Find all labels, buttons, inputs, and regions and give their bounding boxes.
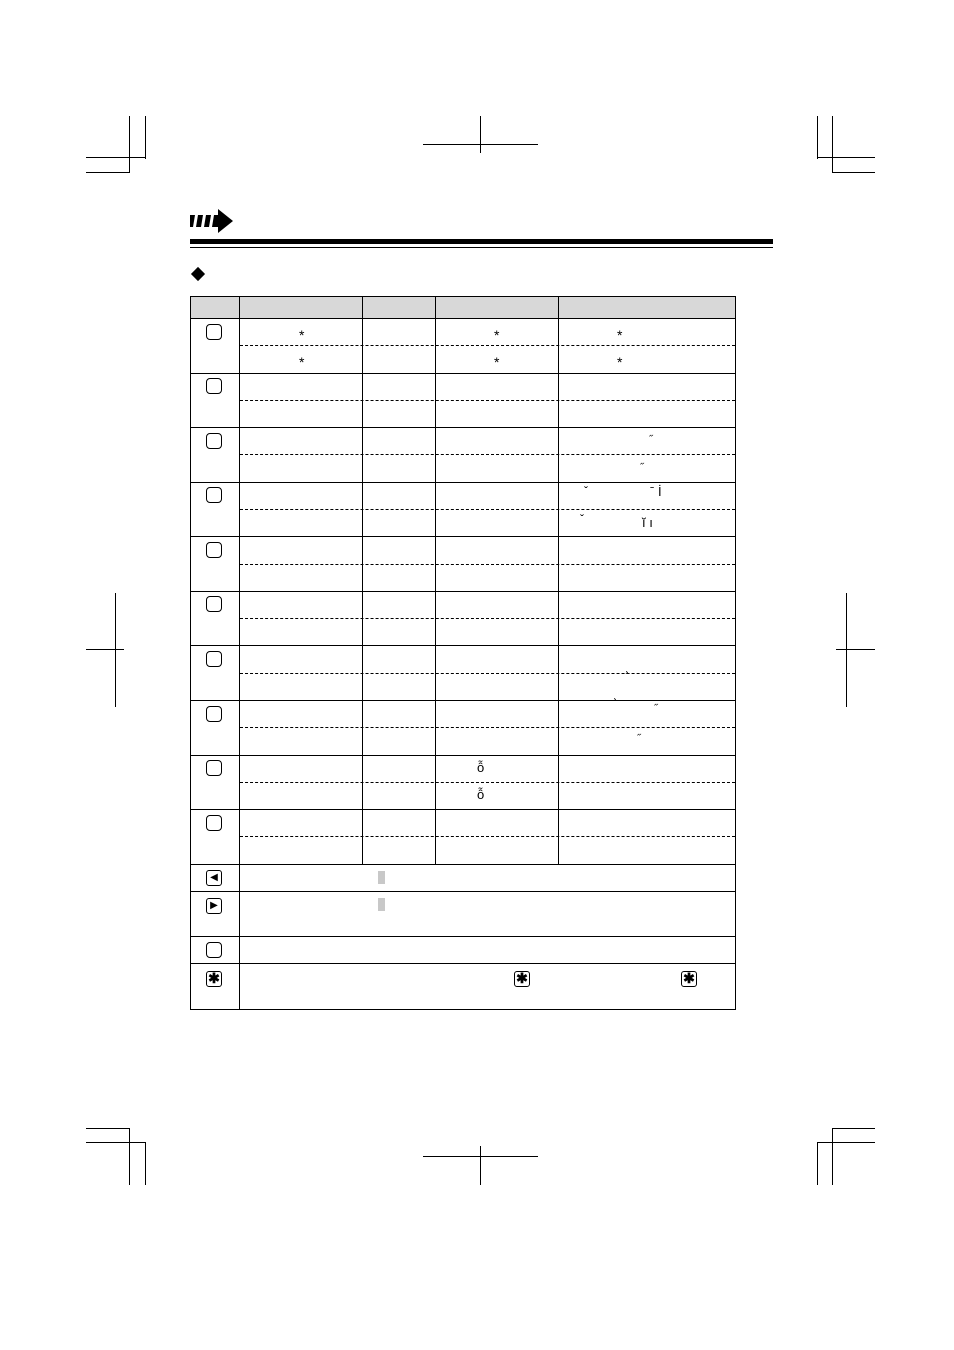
table-cell: ˝ bbox=[640, 462, 644, 474]
table-cell: ˇ bbox=[584, 484, 588, 498]
table-cell: ỗ bbox=[477, 787, 485, 802]
table-cell: ˉ İ bbox=[650, 484, 662, 499]
key-8-icon bbox=[206, 706, 222, 722]
table-cell: ˝ bbox=[654, 703, 658, 715]
key-1-icon bbox=[206, 324, 222, 340]
table-cell: ỗ bbox=[477, 760, 485, 775]
key-9-icon bbox=[206, 760, 222, 776]
diamond-bullet-icon bbox=[191, 267, 205, 281]
table-cell: ˝ bbox=[637, 733, 641, 745]
key-2-icon bbox=[206, 378, 222, 394]
star-key-icon: ✱ bbox=[206, 971, 222, 987]
key-7-icon bbox=[206, 651, 222, 667]
table-cell: * bbox=[617, 354, 623, 370]
arrow-continue-icon bbox=[190, 208, 234, 234]
key-3-icon bbox=[206, 433, 222, 449]
table-cell: * bbox=[494, 327, 500, 343]
table-cell: * bbox=[494, 354, 500, 370]
key-0-icon bbox=[206, 815, 222, 831]
character-table bbox=[190, 296, 736, 1010]
left-arrow-key-icon: ◀ bbox=[206, 870, 222, 886]
table-cell: ¸ bbox=[625, 660, 629, 674]
key-5-icon bbox=[206, 542, 222, 558]
cursor-marker bbox=[378, 871, 385, 884]
star-key-icon: ✱ bbox=[681, 971, 697, 987]
key-6-icon bbox=[206, 596, 222, 612]
star-key-icon: ✱ bbox=[514, 971, 530, 987]
table-cell: ¸ bbox=[613, 687, 617, 701]
table-cell: * bbox=[299, 354, 305, 370]
cursor-marker bbox=[378, 898, 385, 911]
table-cell: ˝ bbox=[649, 434, 653, 446]
table-cell: ˇ bbox=[580, 512, 584, 526]
table-header bbox=[191, 297, 735, 319]
table-cell: ĭ ı bbox=[642, 515, 653, 530]
table-cell: * bbox=[617, 327, 623, 343]
key-4-icon bbox=[206, 487, 222, 503]
header-rule bbox=[190, 239, 773, 244]
right-arrow-key-icon: ▶ bbox=[206, 898, 222, 914]
header-rule-thin bbox=[190, 247, 773, 248]
table-cell: * bbox=[299, 327, 305, 343]
blank-key-icon bbox=[206, 942, 222, 958]
